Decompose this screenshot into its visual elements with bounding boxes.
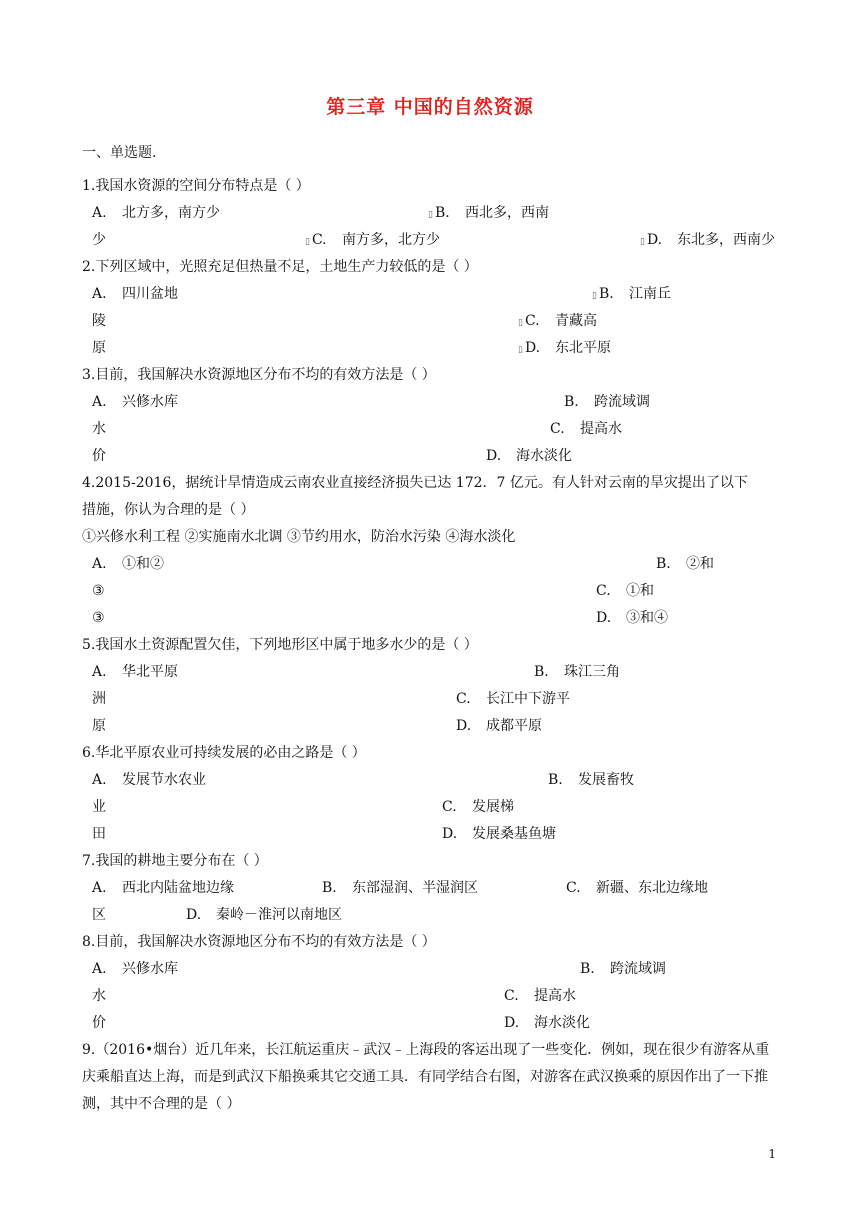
q4-option-d: D. ③和④ <box>596 610 668 626</box>
q1-option-d: ▯ D. 东北多，西南少 <box>640 232 775 248</box>
q5-option-c: C. 长江中下游平 <box>456 691 570 707</box>
q7-option-b: B. 东部湿润、半湿润区 <box>322 880 478 896</box>
q6-option-c-wrap: 田 <box>92 826 106 842</box>
q7-option-a: A. 西北内陆盆地边缘 <box>92 880 234 896</box>
q1-option-b-wrap: 少 <box>92 232 106 248</box>
q8-option-d: D. 海水淡化 <box>504 1015 590 1031</box>
q6-option-c: C. 发展梯 <box>442 799 514 815</box>
q8-option-b: B. 跨流域调 <box>580 961 666 977</box>
section-heading: 一、单选题. <box>82 145 157 161</box>
q2-option-b-wrap: 陵 <box>92 313 106 329</box>
q2-option-d: ▯ D. 东北平原 <box>518 340 611 356</box>
q8-option-c-wrap: 价 <box>92 1015 106 1031</box>
q5-option-a: A. 华北平原 <box>92 664 178 680</box>
q2-option-b: ▯ B. 江南丘 <box>592 286 671 302</box>
question-4-stem-line1: 4.2015-2016，据统计旱情造成云南农业直接经济损失已达 172．7 亿元。有人针对云南的旱灾提出了以下 <box>82 475 748 491</box>
q5-option-b: B. 珠江三角 <box>534 664 620 680</box>
question-6-stem: 6.华北平原农业可持续发展的必由之路是（ ） <box>82 745 366 761</box>
q6-option-b: B. 发展畜牧 <box>548 772 634 788</box>
q3-option-b: B. 跨流域调 <box>564 394 650 410</box>
q3-option-a: A. 兴修水库 <box>92 394 178 410</box>
q4-option-c: C. ①和 <box>596 583 654 599</box>
q3-option-d: D. 海水淡化 <box>486 448 572 464</box>
q4-option-a: A. ①和② <box>92 556 164 572</box>
q1-option-b: ▯ B. 西北多，西南 <box>428 205 549 221</box>
question-1-stem: 1.我国水资源的空间分布特点是（ ） <box>82 178 310 194</box>
q4-option-b-wrap: ③ <box>92 583 105 599</box>
q3-option-c-wrap: 价 <box>92 448 106 464</box>
q8-option-c: C. 提高水 <box>504 988 576 1004</box>
q1-option-c: ▯ C. 南方多，北方少 <box>305 232 440 248</box>
q2-option-c: ▯ C. 青藏高 <box>518 313 597 329</box>
question-3-stem: 3.目前，我国解决水资源地区分布不均的有效方法是（ ） <box>82 367 436 383</box>
q8-option-b-wrap: 水 <box>92 988 106 1004</box>
q6-option-d: D. 发展桑基鱼塘 <box>442 826 556 842</box>
q8-option-a: A. 兴修水库 <box>92 961 178 977</box>
question-4-stem-line2: 措施，你认为合理的是（ ） <box>82 502 255 518</box>
q6-option-b-wrap: 业 <box>92 799 106 815</box>
page-number: 1 <box>768 1147 776 1161</box>
q2-option-a: A. 四川盆地 <box>92 286 178 302</box>
q4-option-b: B. ②和 <box>656 556 714 572</box>
q7-option-d: D. 秦岭－淮河以南地区 <box>186 907 342 923</box>
q5-option-d: D. 成都平原 <box>456 718 542 734</box>
q3-option-b-wrap: 水 <box>92 421 106 437</box>
question-4-items: ①兴修水利工程 ②实施南水北调 ③节约用水，防治水污染 ④海水淡化 <box>82 529 516 545</box>
q5-option-b-wrap: 洲 <box>92 691 106 707</box>
question-2-stem: 2.下列区域中，光照充足但热量不足，土地生产力较低的是（ ） <box>82 259 478 275</box>
q4-option-c-wrap: ③ <box>92 610 105 626</box>
question-9-text: 9.（2016•烟台）近几年来，长江航运重庆﹣武汉﹣上海段的客运出现了一些变化．例如，现在很少有游客从重庆乘船直达上海，而是到武汉下船换乘其它交通工具．有同学结合右图，对游客在武汉换乘的原因作出了一下推测，其中不合理的是（ ） <box>82 1042 770 1112</box>
q2-option-c-wrap: 原 <box>92 340 106 356</box>
page-title: 第三章 中国的自然资源 <box>326 96 534 118</box>
q1-option-a: A. 北方多，南方少 <box>92 205 220 221</box>
q5-option-c-wrap: 原 <box>92 718 106 734</box>
q7-option-c-wrap: 区 <box>92 907 106 923</box>
question-7-stem: 7.我国的耕地主要分布在（ ） <box>82 853 268 869</box>
q7-option-c: C. 新疆、东北边缘地 <box>566 880 708 896</box>
question-5-stem: 5.我国水土资源配置欠佳，下列地形区中属于地多水少的是（ ） <box>82 637 478 653</box>
q3-option-c: C. 提高水 <box>550 421 622 437</box>
q6-option-a: A. 发展节水农业 <box>92 772 206 788</box>
question-8-stem: 8.目前，我国解决水资源地区分布不均的有效方法是（ ） <box>82 934 436 950</box>
